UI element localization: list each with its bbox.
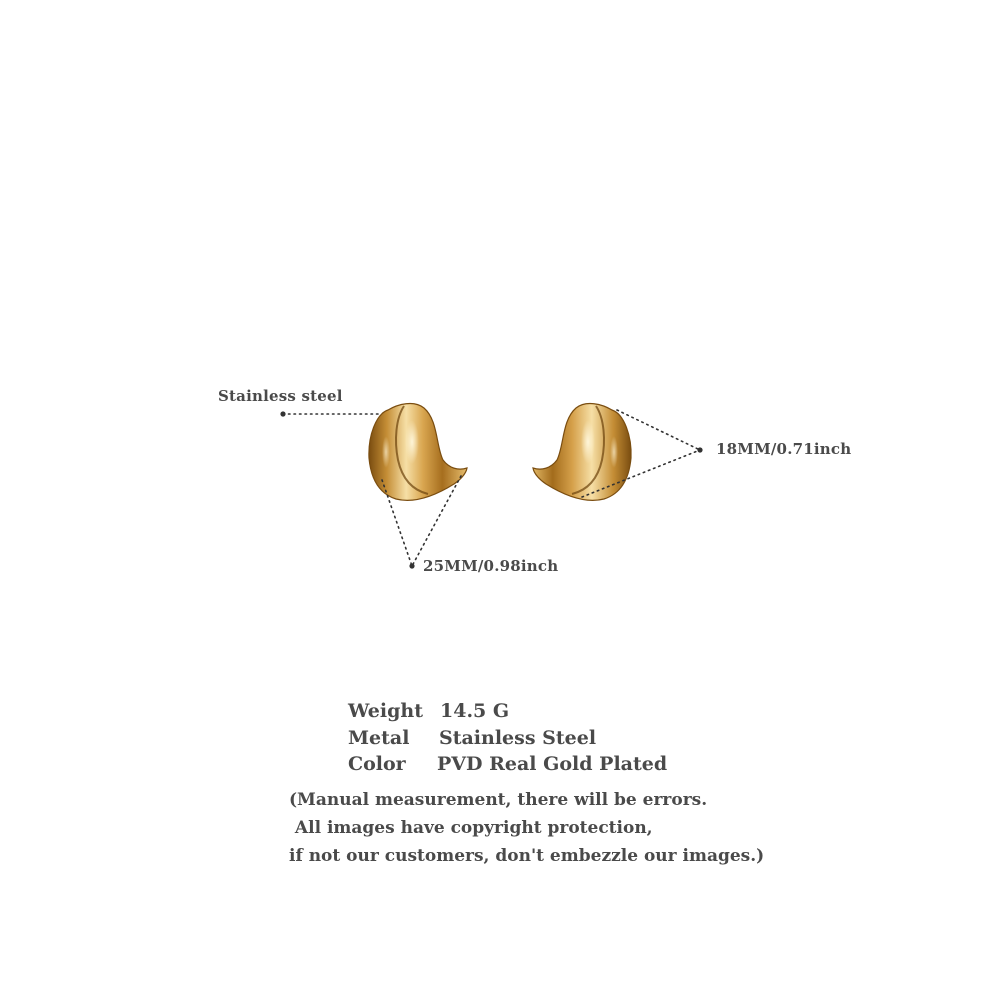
width-callout: 25MM/0.98inch [423,557,559,575]
spec-label: Color [348,753,406,775]
callout-lines [283,410,700,566]
note-line: All images have copyright protection, [289,818,653,838]
spec-label: Metal [348,726,410,749]
spec-value: PVD Real Gold Plated [437,753,668,775]
right-earring [533,404,631,501]
material-callout: Stainless steel [218,387,343,405]
note-line: (Manual measurement, there will be errors. [289,790,708,810]
note-line: if not our customers, don't embezzle our images.) [289,846,765,866]
spec-value: Stainless Steel [439,726,597,749]
disclaimer-notes [289,786,764,870]
height-callout: 18MM/0.71inch [716,440,852,458]
spec-value: 14.5 G [440,700,510,722]
spec-label: Weight [348,700,423,722]
callout-dots [280,411,702,568]
